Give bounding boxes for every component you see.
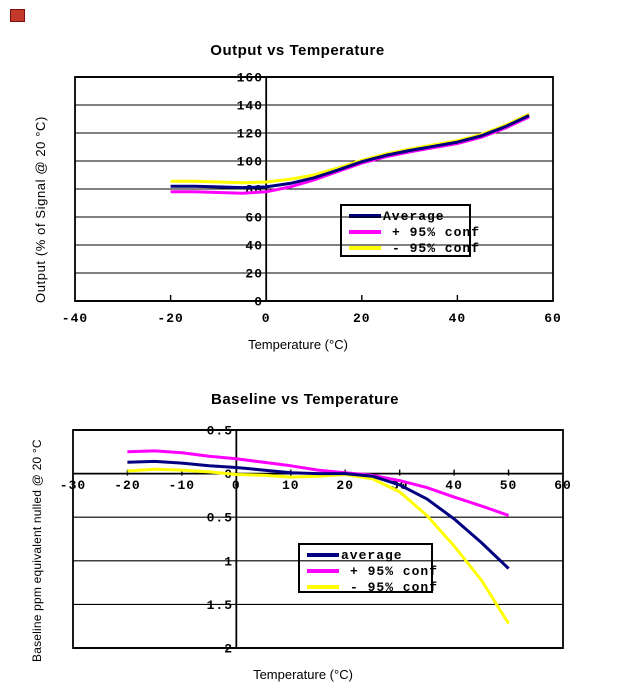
x-tick-label: 60	[544, 311, 562, 326]
x-tick-label: 60	[554, 478, 572, 493]
x-tick-label: 0	[261, 311, 271, 326]
y-tick-label: 120	[236, 126, 263, 142]
y-tick-label: 2	[224, 641, 233, 657]
chart-title-output: Output vs Temperature	[210, 42, 385, 59]
y-axis-title-output: Output (% of Signal @ 20 °C)	[33, 116, 48, 303]
legend-label: Average	[383, 208, 445, 224]
x-tick-label: -20	[114, 478, 141, 493]
legend-label: + 95% conf	[392, 224, 481, 240]
x-tick-label: 20	[352, 311, 371, 326]
series-line-average	[171, 116, 529, 188]
y-tick-label: 140	[236, 98, 263, 114]
x-axis-title-baseline: Temperature (°C)	[253, 667, 353, 682]
x-tick-label: -30	[59, 478, 87, 493]
legend-label: - 95% conf	[350, 579, 439, 595]
y-tick-label: 0.5	[206, 510, 233, 526]
y-tick-label: 160	[236, 70, 263, 86]
y-tick-label: 1	[224, 554, 233, 570]
y-tick-label: 0	[224, 467, 233, 483]
x-tick-label: 40	[448, 311, 467, 326]
x-tick-label: -10	[168, 478, 196, 493]
x-tick-label: 30	[390, 478, 409, 493]
y-tick-label: 80	[245, 182, 263, 198]
x-tick-label: 40	[445, 478, 463, 493]
legend-label: - 95% conf	[392, 240, 481, 256]
y-axis-title-baseline: Baseline ppm equivalent nulled @ 20 °C	[30, 439, 44, 662]
y-tick-label: 20	[245, 266, 263, 282]
y-tick-label: 100	[236, 154, 263, 170]
x-axis-title-output: Temperature (°C)	[248, 337, 348, 352]
x-tick-label: 50	[499, 478, 518, 493]
x-tick-label: 10	[281, 478, 300, 493]
y-tick-label: 1.5	[206, 597, 233, 613]
y-tick-label: 0	[254, 294, 263, 310]
legend-label: + 95% conf	[350, 563, 439, 579]
x-tick-label: -20	[157, 311, 184, 326]
y-tick-label: 40	[245, 238, 263, 254]
series-line-95-conf	[171, 114, 529, 183]
x-tick-label: -40	[61, 311, 89, 326]
chart-title-baseline: Baseline vs Temperature	[211, 391, 399, 408]
x-tick-label: 20	[336, 478, 355, 493]
legend-label: average	[341, 547, 403, 563]
y-tick-label: 0.5	[206, 423, 233, 439]
y-tick-label: 60	[245, 210, 263, 226]
x-tick-label: 0	[231, 478, 241, 493]
